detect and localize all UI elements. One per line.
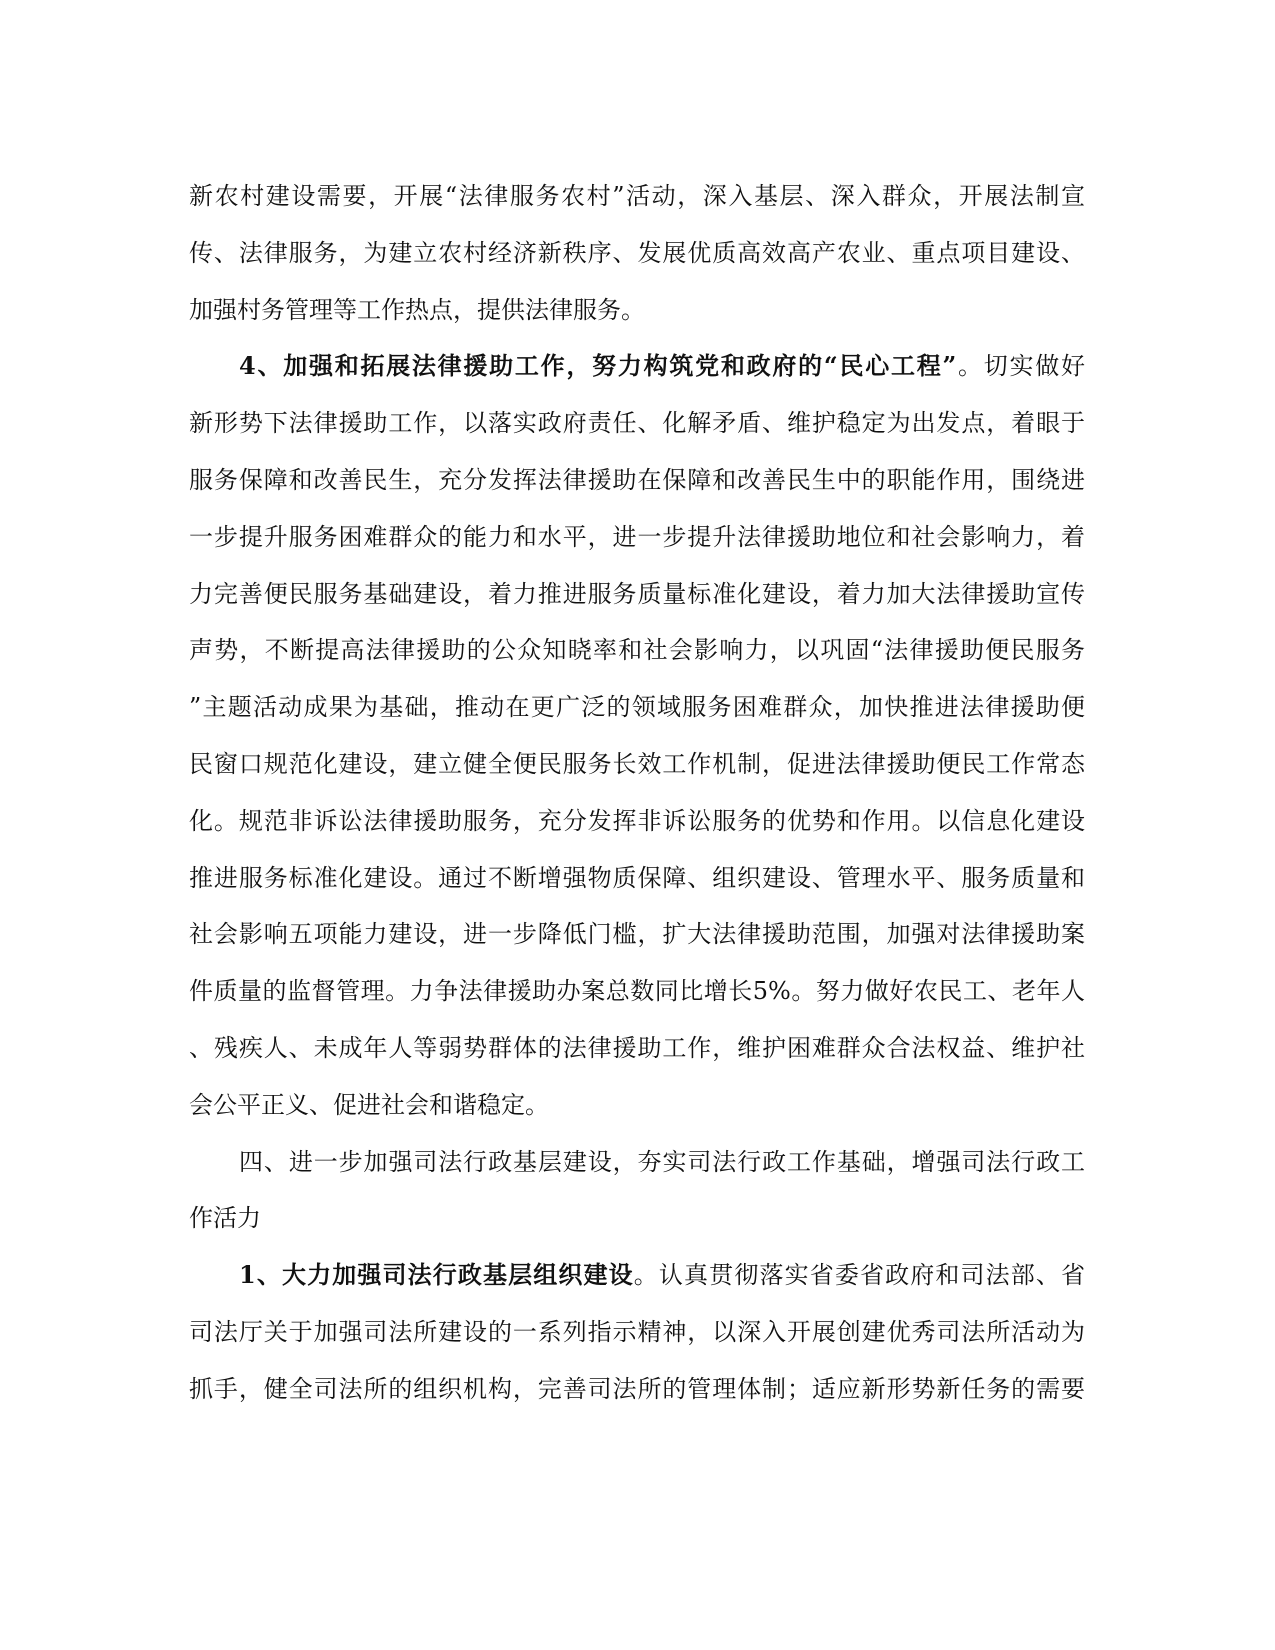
paragraph-legal-aid [189,338,1085,1133]
text-line: 加强村务管理等工作热点，提供法律服务。 [189,295,645,324]
text-line: 作活力 [189,1204,261,1233]
text-line: 会公平正义、促进社会和谐稳定。 [189,1090,549,1119]
text-line: 四、进一步加强司法行政基层建设，夯实司法行政工作基础，增强司法行政工 [239,1147,1085,1176]
text-line: 新农村建设需要，开展“法律服务农村”活动，深入基层、深入群众，开展法制宣 [189,182,1085,210]
text-line: 司法厅关于加强司法所建设的一系列指示精神，以深入开展创建优秀司法所活动为 [189,1317,1085,1346]
text-line: 推进服务标准化建设。通过不断增强物质保障、组织建设、管理水平、服务质量和 [189,863,1085,892]
paragraph-heading: 1、大力加强司法行政基层组织建设 [239,1260,634,1290]
section-heading-four [189,1134,1085,1248]
text-line: 化。规范非诉讼法律援助服务，充分发挥非诉讼服务的优势和作用。以信息化建设 [189,806,1085,835]
heading-tail-text: 。切实做好 [956,352,1086,381]
text-line: 、残疾人、未成年人等弱势群体的法律援助工作，维护困难群众合法权益、维护社 [189,1033,1085,1062]
text-line: ”主题活动成果为基础，推动在更广泛的领域服务困难群众，加快推进法律援助便 [189,693,1085,722]
paragraph-heading: 4、加强和拓展法律援助工作，努力构筑党和政府的“民心工程” [239,351,957,381]
text-line: 传、法律服务，为建立农村经济新秩序、发展优质高效高产农业、重点项目建设、 [189,238,1085,267]
text-line-with-heading [189,338,1085,395]
text-line: 抓手，健全司法所的组织机构，完善司法所的管理体制；适应新形势新任务的需要 [189,1374,1085,1403]
paragraph-grassroots-organization [189,1247,1085,1417]
text-line: 新形势下法律援助工作，以落实政府责任、化解矛盾、维护稳定为出发点，着眼于 [189,409,1085,438]
text-line: 声势，不断提高法律援助的公众知晓率和社会影响力，以巩固“法律援助便民服务 [189,636,1085,665]
document-body [189,168,1085,1418]
paragraph-rural-legal-service [189,168,1085,338]
text-line: 民窗口规范化建设，建立健全便民服务长效工作机制，促进法律援助便民工作常态 [189,749,1085,778]
text-line: 服务保障和改善民生，充分发挥法律援助在保障和改善民生中的职能作用，围绕进 [189,465,1085,494]
text-line: 力完善便民服务基础建设，着力推进服务质量标准化建设，着力加大法律援助宣传 [189,579,1085,608]
heading-tail-text: 。认真贯彻落实省委省政府和司法部、省 [633,1261,1086,1290]
text-line-with-heading [189,1247,1085,1304]
text-line: 一步提升服务困难群众的能力和水平，进一步提升法律援助地位和社会影响力，着 [189,522,1085,551]
text-line: 社会影响五项能力建设，进一步降低门槛，扩大法律援助范围，加强对法律援助案 [189,920,1085,949]
text-line: 件质量的监督管理。力争法律援助办案总数同比增长5%。努力做好农民工、老年人 [189,977,1085,1006]
